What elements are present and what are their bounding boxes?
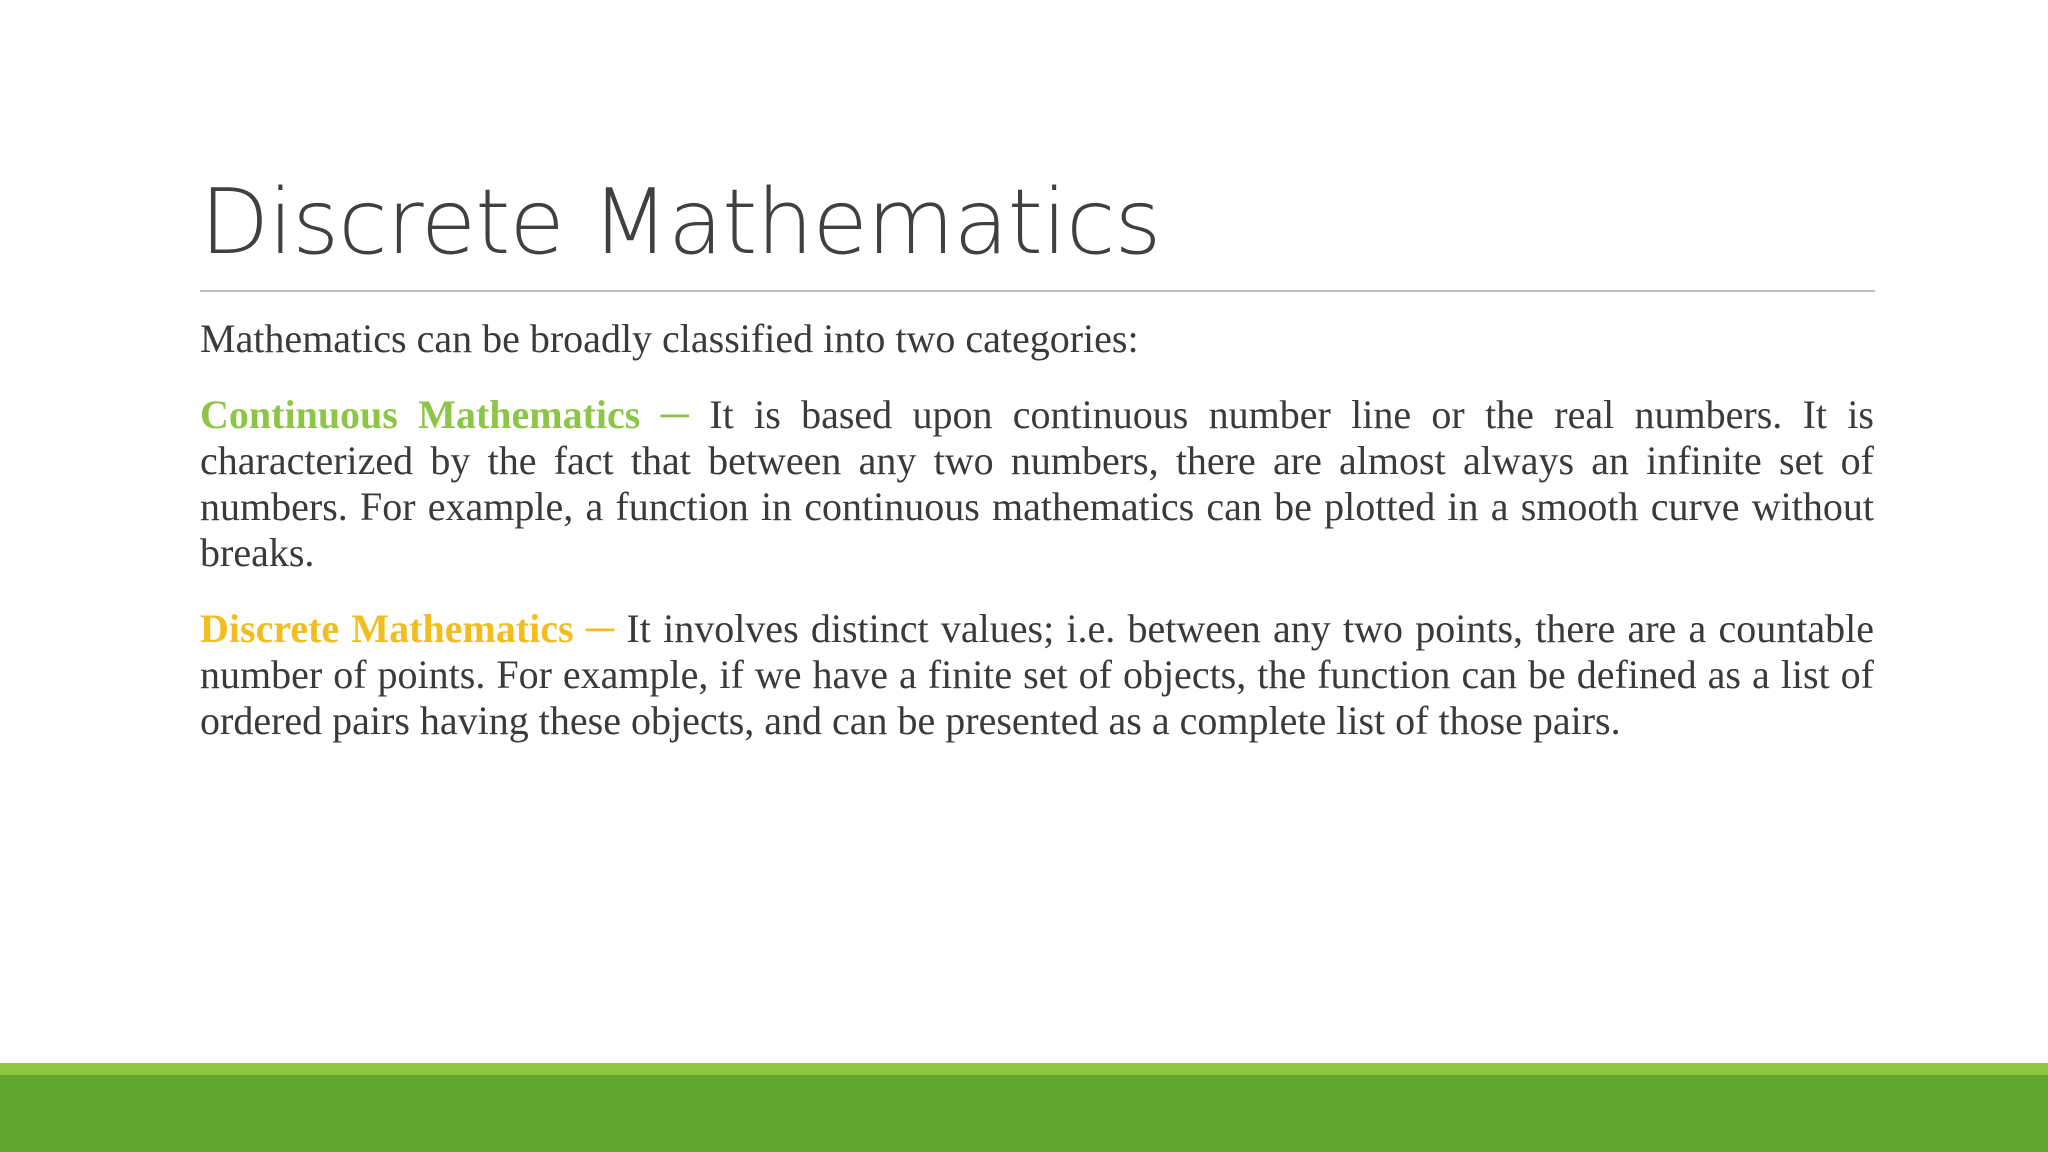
title-divider xyxy=(200,290,1875,292)
footer-accent-stripe xyxy=(0,1063,2048,1075)
discrete-term: Discrete Mathematics xyxy=(200,606,574,651)
discrete-dash: ─ xyxy=(585,606,615,651)
continuous-description: It is based upon continuous number line or the real numbers. It is characterized by the fact that between any two numbers, there are almost always an infinite set of numbers. For example, a function in continuous mathematics can be plotted in a smooth curve without breaks. xyxy=(200,392,1875,575)
slide-body xyxy=(200,316,1874,774)
continuous-dash: ─ xyxy=(660,392,690,437)
discrete-paragraph xyxy=(200,606,1874,744)
slide-title: Discrete Mathematics xyxy=(200,170,1161,275)
continuous-paragraph xyxy=(200,392,1874,576)
intro-paragraph: Mathematics can be broadly classified into two categories: xyxy=(200,316,1139,361)
footer-bar xyxy=(0,1075,2048,1152)
continuous-term: Continuous Mathematics xyxy=(200,392,641,437)
discrete-description: It involves distinct values; i.e. between any two points, there are a countable number of points. For example, if we have a finite set of objects, the function can be defined as a list of ordered pairs having these objects, and can be presented as a complete list of those pairs. xyxy=(200,606,1875,743)
